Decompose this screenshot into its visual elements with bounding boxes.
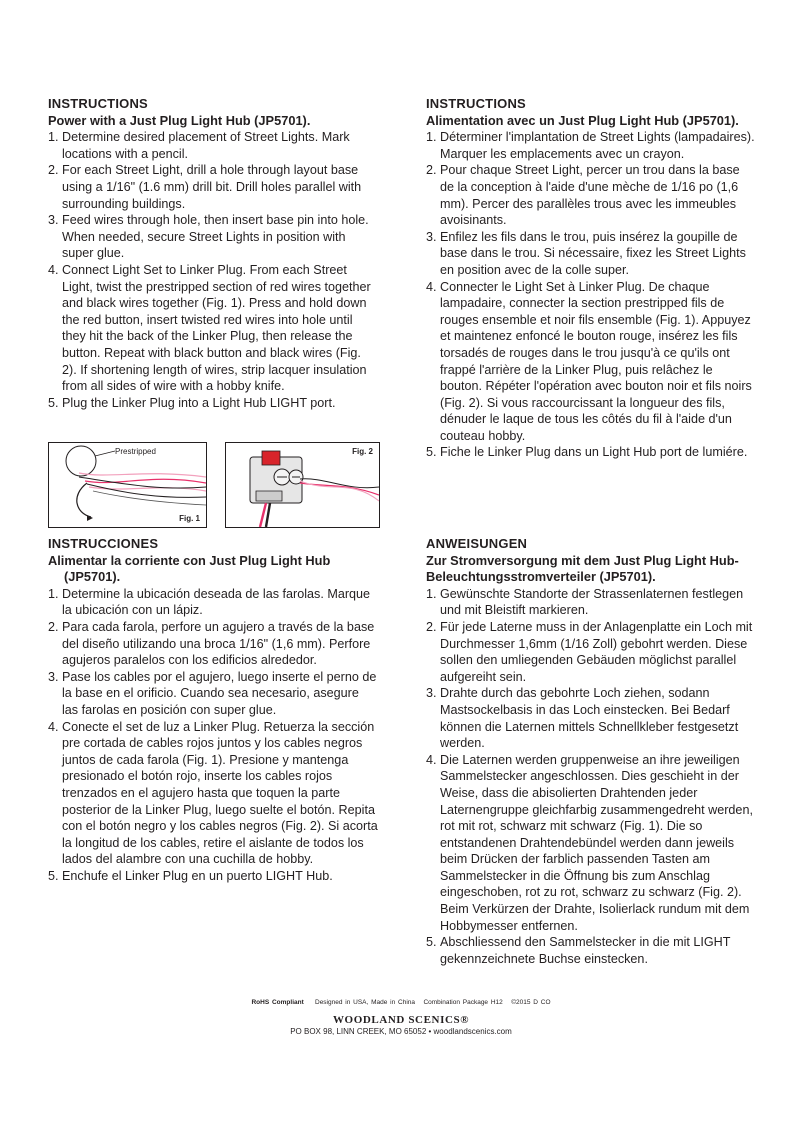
german-step-1 bbox=[426, 586, 756, 619]
step-number: 4. bbox=[426, 279, 437, 294]
step-text: Para cada farola, perfore un agujero a través de la base del diseño utilizando una broca 1/16" (1,6 mm). Perfore agujeros paralelos con los edificios alrededor. bbox=[62, 619, 375, 668]
twist-arrowhead bbox=[87, 515, 93, 521]
callout-line bbox=[95, 451, 115, 456]
english-step-3 bbox=[48, 212, 378, 262]
brand-logo: WOODLAND SCENICS® bbox=[332, 1014, 470, 1026]
step-text: Feed wires through hole, then insert base pin into hole. When needed, secure Street Lights in position with super glue. bbox=[62, 213, 369, 261]
step-text: Determine desired placement of Street Lights. Mark locations with a pencil. bbox=[62, 130, 350, 161]
step-text: Fiche le Linker Plug dans un Light Hub port de lumiére. bbox=[440, 445, 748, 460]
german-step-5 bbox=[426, 934, 756, 967]
german-steps bbox=[426, 586, 756, 968]
french-section bbox=[426, 96, 756, 461]
step-number: 4. bbox=[48, 719, 59, 734]
cable-black bbox=[266, 503, 270, 527]
spanish-steps bbox=[48, 586, 378, 885]
step-number: 5. bbox=[426, 935, 437, 950]
spanish-step-5 bbox=[48, 868, 378, 885]
french-step-5 bbox=[426, 444, 756, 461]
english-section bbox=[48, 96, 378, 411]
step-number: 5. bbox=[48, 868, 59, 883]
step-number: 5. bbox=[426, 445, 437, 460]
french-step-1 bbox=[426, 129, 756, 162]
step-number: 2. bbox=[426, 619, 437, 634]
english-steps bbox=[48, 129, 378, 411]
step-number: 3. bbox=[48, 213, 59, 228]
step-text: Determine la ubicación deseada de las farolas. Marque la ubicación con un lápiz. bbox=[62, 586, 371, 618]
step-number: 3. bbox=[426, 229, 437, 244]
english-heading: INSTRUCTIONS bbox=[48, 96, 148, 111]
step-number: 2. bbox=[426, 163, 437, 178]
step-text: Für jede Laterne muss in der Anlagenplatte ein Loch mit Durchmesser 1,6mm (1/16 Zoll) gebohrt werden. Diese sollen den umliegenden Gebäuden möglichst parallel aufgereiht sein. bbox=[440, 619, 753, 684]
copyright-text: ©2015 D CO bbox=[511, 999, 551, 1006]
step-number: 3. bbox=[426, 686, 437, 701]
step-number: 5. bbox=[48, 395, 59, 410]
figure-1 bbox=[48, 442, 207, 528]
step-number: 2. bbox=[48, 163, 59, 178]
company-address: PO BOX 98, LINN CREEK, MO 65052 • woodlandscenics.com bbox=[290, 1027, 512, 1036]
spanish-heading: INSTRUCCIONES bbox=[48, 536, 159, 551]
french-subtitle: Alimentation avec un Just Plug Light Hub (JP5701). bbox=[426, 112, 739, 128]
step-text: Pour chaque Street Light, percer un trou dans la base de la conception à l'aide d'une mèche de 1/16 po (1,6 mm). Percer des parallèles trous avec les immeubles avoisinants. bbox=[440, 163, 740, 228]
german-heading: ANWEISUNGEN bbox=[426, 536, 528, 551]
step-number: 1. bbox=[426, 586, 437, 601]
fig1-label: Fig. 1 bbox=[179, 514, 200, 523]
step-text: Abschliessend den Sammelstecker in die mit LIGHT gekennzeichnete Buchse einstecken. bbox=[440, 935, 731, 966]
cable-red bbox=[260, 503, 266, 527]
twist-arrow bbox=[77, 483, 91, 517]
english-step-1 bbox=[48, 129, 378, 162]
red-button bbox=[262, 451, 280, 465]
german-step-4 bbox=[426, 752, 756, 935]
spanish-step-2 bbox=[48, 619, 378, 669]
german-section bbox=[426, 536, 756, 967]
prestripped-callout: Prestripped bbox=[115, 447, 156, 456]
origin-text: Designed in USA, Made in China bbox=[315, 999, 416, 1006]
french-heading: INSTRUCTIONS bbox=[426, 96, 526, 111]
plug-base bbox=[256, 491, 282, 501]
step-number: 1. bbox=[48, 130, 59, 145]
step-number: 1. bbox=[48, 586, 59, 601]
figure-2 bbox=[225, 442, 380, 528]
spanish-step-4 bbox=[48, 719, 378, 868]
german-step-3 bbox=[426, 685, 756, 751]
step-text: Enfilez les fils dans le trou, puis insérez la goupille de base dans le trou. Si nécessaire, fixez les Street Lights en position avec de la colle super. bbox=[440, 229, 746, 277]
step-number: 4. bbox=[426, 752, 437, 767]
french-step-4 bbox=[426, 279, 756, 445]
spanish-step-3 bbox=[48, 669, 378, 719]
step-text: Déterminer l'implantation de Street Lights (lampadaires). Marquer les emplacements avec un crayon. bbox=[440, 130, 755, 161]
figures bbox=[48, 442, 378, 528]
spanish-subtitle: Alimentar la corriente con Just Plug Light Hub bbox=[48, 552, 331, 568]
german-subtitle: Zur Stromversorgung mit dem Just Plug Light Hub- bbox=[426, 552, 739, 568]
step-text: For each Street Light, drill a hole through layout base using a 1/16" (1.6 mm) drill bit. Drill holes parallel with surrounding buildings. bbox=[62, 163, 362, 211]
step-number: 3. bbox=[48, 669, 59, 684]
step-text: Plug the Linker Plug into a Light Hub LIGHT port. bbox=[62, 395, 336, 410]
step-text: Pase los cables por el agujero, luego inserte el perno de la base en el orificio. Cuando sea necesario, asegure las farolas en posición con super glue. bbox=[62, 669, 377, 717]
fig2-label: Fig. 2 bbox=[352, 447, 373, 456]
step-text: Conecte el set de luz a Linker Plug. Retuerza la sección pre cortada de cables rojos juntos y los cables negros juntos de cada farola (Fig. 1). Presione y mantenga presionado el botón rojo, inserte los cables rojos trenzados en el agujero hasta que toquen la parte posterior de la Linker Plug, luego suelte el botón. Repita con el botón negro y los cables negros (Fig. 2). Si acorta la longitud de los cables, retire el aislante de todos los lados del alambre con una cuchilla de hobby. bbox=[62, 719, 378, 867]
english-step-2 bbox=[48, 162, 378, 212]
french-step-3 bbox=[426, 229, 756, 279]
step-text: Die Laternen werden gruppenweise an ihre jeweiligen Sammelstecker angeschlossen. Dies geschieht in der Weise, dass die abisolierten Drahtenden jeder Laternengruppe gleichfarbig zusammengedreht werden, rot mit rot, schwarz mit schwarz (Fig. 1). Die so entstandenen Drahtendebündel werden dann jeweils beim Drücken der farblich passenden Tasten am Sammelstecker in die Öffnung bis zum Anschlag eingeschoben, rot zu rot, schwarz zu schwarz (Fig. 2). Beim Verkürzen der Drahte, Isolierlack rundum mit dem Hobbymesser entfernen. bbox=[440, 752, 753, 933]
step-text: Drahte durch das gebohrte Loch ziehen, sodann Mastsockelbasis in das Loch einstecken. Bei Bedarf können die Laternen mittels Schnellkleber festgesetzt werden. bbox=[440, 686, 739, 751]
package-text: Combination Package H12 bbox=[423, 999, 503, 1006]
french-step-2 bbox=[426, 162, 756, 228]
step-number: 1. bbox=[426, 130, 437, 145]
french-steps bbox=[426, 129, 756, 461]
step-number: 2. bbox=[48, 619, 59, 634]
wire-pink-1 bbox=[79, 473, 206, 477]
english-subtitle: Power with a Just Plug Light Hub (JP5701). bbox=[48, 112, 311, 128]
spanish-step-1 bbox=[48, 586, 378, 619]
step-number: 4. bbox=[48, 262, 59, 277]
spanish-subtitle-cont: (JP5701). bbox=[64, 569, 121, 585]
step-text: Connecter le Light Set à Linker Plug. De chaque lampadaire, connecter la section prestripped fils de rouges ensemble et noir fils ensemble (Fig. 1). Appuyez et maintenez enfoncé le bouton rouge, insérez les fils torsadés de rouges dans le trou jusqu'à ce qu'ils ont frappé l'arrière de la Linker Plug, puis relâchez le bouton. Répéter l'opération avec bouton noir et fils noirs (Fig. 2). Si vous raccourcissant la longueur des fils, dénuder le laque de tous les côtés du fil à l'aide d'un couteau hobby. bbox=[440, 279, 752, 443]
step-text: Gewünschte Standorte der Strassenlaternen festlegen und mit Bleistift markieren. bbox=[440, 586, 744, 618]
footer-legal bbox=[0, 999, 802, 1006]
german-subtitle-cont: Beleuchtungsstromverteiler (JP5701). bbox=[426, 569, 656, 585]
spanish-section bbox=[48, 536, 378, 884]
german-step-2 bbox=[426, 619, 756, 685]
english-step-4 bbox=[48, 262, 378, 395]
wire-grey-1 bbox=[93, 491, 206, 505]
step-text: Enchufe el Linker Plug en un puerto LIGHT Hub. bbox=[62, 868, 333, 883]
english-step-5 bbox=[48, 395, 378, 412]
callout-circle bbox=[66, 446, 96, 476]
rohs-label: RoHS Compliant bbox=[251, 999, 304, 1006]
step-text: Connect Light Set to Linker Plug. From each Street Light, twist the prestripped section of red wires together and black wires together (Fig. 1). Press and hold down the red button, insert twisted red wires into hole until they hit the back of the Linker Plug, then release the button. Repeat with black button and black wires (Fig. 2). If shortening length of wires, strip lacquer insulation from all sides of wire with a hobby knife. bbox=[62, 262, 371, 394]
